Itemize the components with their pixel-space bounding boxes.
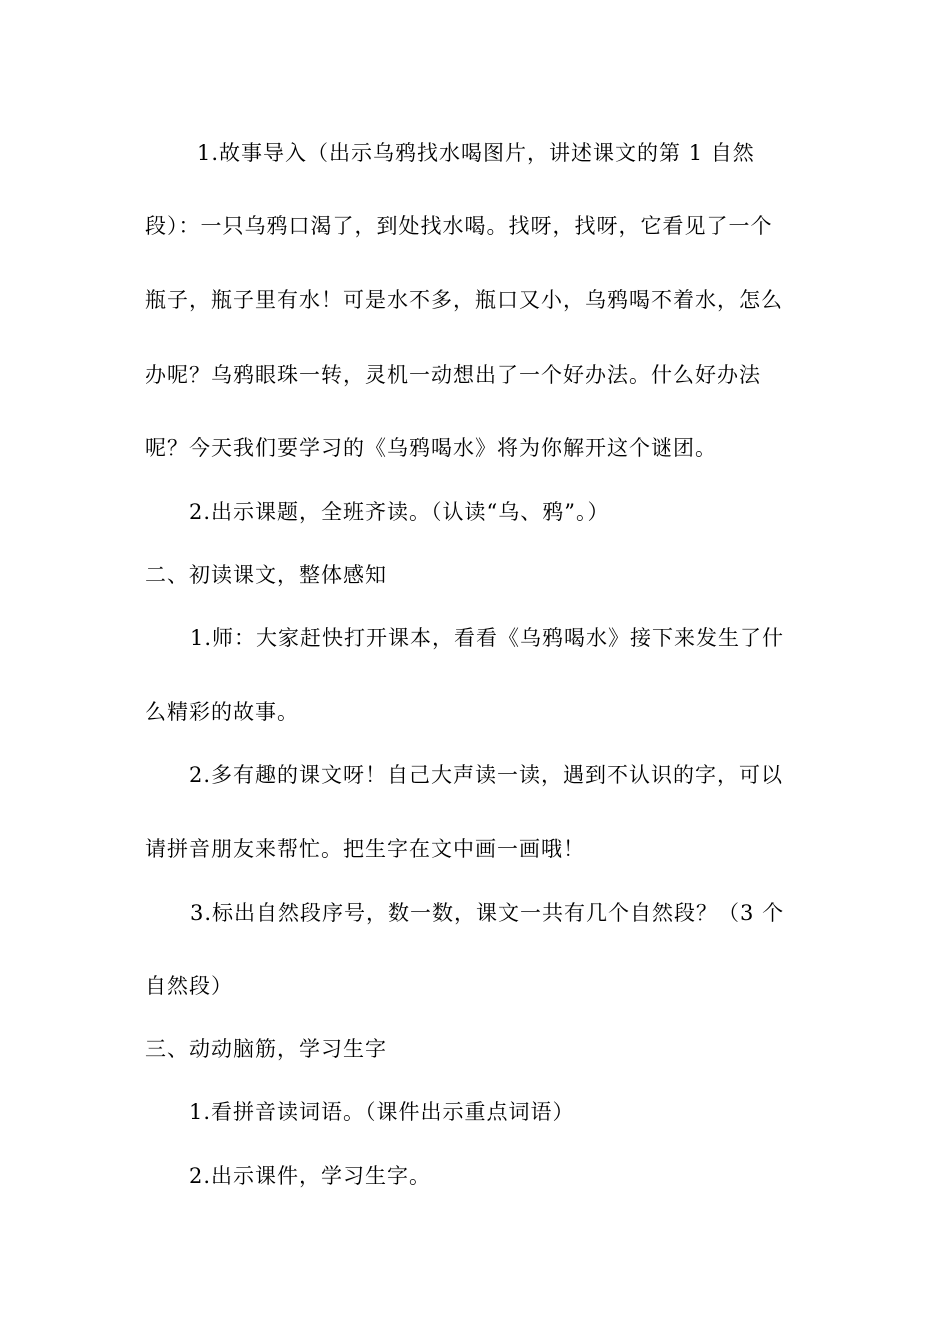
section-2-paragraph-2-line-2: 请拼音朋友来帮忙。把生字在文中画一画哦！ [145,837,585,861]
section-2-paragraph-3-line-1: 3.标出自然段序号，数一数，课文一共有几个自然段？（3 个 [190,901,785,925]
section-2-paragraph-1-line-1: 1.师：大家赶快打开课本，看看《乌鸦喝水》接下来发生了什 [190,626,785,650]
section-2-heading: 二、初读课文，整体感知 [145,563,387,587]
section-2-paragraph-2-line-1: 2.多有趣的课文呀！自己大声读一读，遇到不认识的字，可以 [189,763,784,787]
intro-paragraph-1-line-1: 1.故事导入（出示乌鸦找水喝图片，讲述课文的第 1 自然 [197,141,755,165]
intro-paragraph-1-line-3: 瓶子，瓶子里有水！可是水不多，瓶口又小，乌鸦喝不着水，怎么 [145,288,783,312]
intro-paragraph-1-line-5: 呢？今天我们要学习的《乌鸦喝水》将为你解开这个谜团。 [145,436,717,460]
intro-paragraph-2: 2.出示课题，全班齐读。（认读“乌、鸦”。） [189,500,610,524]
intro-paragraph-1-line-2: 段）：一只乌鸦口渴了，到处找水喝。找呀，找呀，它看见了一个 [145,214,773,238]
section-3-paragraph-2: 2.出示课件，学习生字。 [189,1164,432,1188]
section-3-heading: 三、动动脑筋，学习生字 [145,1037,387,1061]
section-2-paragraph-1-line-2: 么精彩的故事。 [145,700,299,724]
section-3-paragraph-1: 1.看拼音读词语。（课件出示重点词语） [189,1100,575,1124]
intro-paragraph-1-line-4: 办呢？乌鸦眼珠一转，灵机一动想出了一个好办法。什么好办法 [145,363,761,387]
section-2-paragraph-3-line-2: 自然段） [145,974,233,998]
